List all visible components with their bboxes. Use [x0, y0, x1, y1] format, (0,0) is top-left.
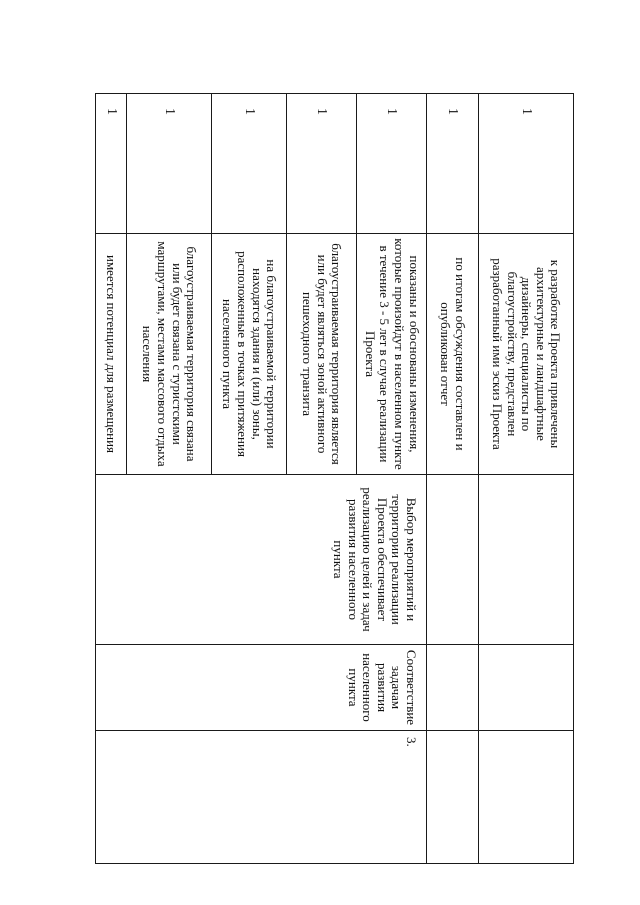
score-cell: 1 [479, 94, 574, 234]
criteria-table [95, 93, 574, 864]
criterion-cell: Соответствие задачам развития населенного пункта [96, 645, 427, 731]
rotated-table-frame [96, 93, 574, 863]
indicator-cell: к разработке Проекта привлечены архитектурные и ландшафтные дизайнеры, специалисты по благоустройству, представлен разработанный ими эскиз Проекта [479, 234, 574, 475]
subcriterion-cell: Выбор мероприятий и территории реализации Проекта обеспечивает реализацию целей и задач развития населенного пункта [96, 475, 427, 645]
section-number-cell: 3. [96, 731, 427, 864]
score-cell: 1 [96, 94, 127, 234]
table-row [479, 94, 574, 864]
score-cell: 1 [427, 94, 479, 234]
score-cell: 1 [212, 94, 287, 234]
subcriterion-cell-empty [427, 475, 479, 645]
indicator-cell: благоустраиваемая территория связана или будет связана с туристскими маршрутами, местами массового отдыха населения [127, 234, 212, 475]
number-cell-empty [479, 731, 574, 864]
indicator-cell: благоустраиваемая территория является или будет являться зоной активного пешеходного транзита [287, 234, 357, 475]
score-cell: 1 [287, 94, 357, 234]
indicator-cell: на благоустраиваемой территории находятся здания и (или) зоны, расположенные в точках притяжения населенного пункта [212, 234, 287, 475]
score-cell: 1 [357, 94, 427, 234]
criterion-cell-empty [479, 645, 574, 731]
subcriterion-cell-empty [479, 475, 574, 645]
indicator-cell: показаны и обоснованы изменения, которые произойдут в населенном пункте в течение 3 - 5 лет в случае реализации Проекта [357, 234, 427, 475]
table-row [357, 94, 427, 864]
table-row [427, 94, 479, 864]
criterion-cell-empty [427, 645, 479, 731]
indicator-cell: по итогам обсуждения составлен и опубликован отчет [427, 234, 479, 475]
score-cell: 1 [127, 94, 212, 234]
number-cell-empty [427, 731, 479, 864]
indicator-cell: имеется потенциал для размещения [96, 234, 127, 475]
